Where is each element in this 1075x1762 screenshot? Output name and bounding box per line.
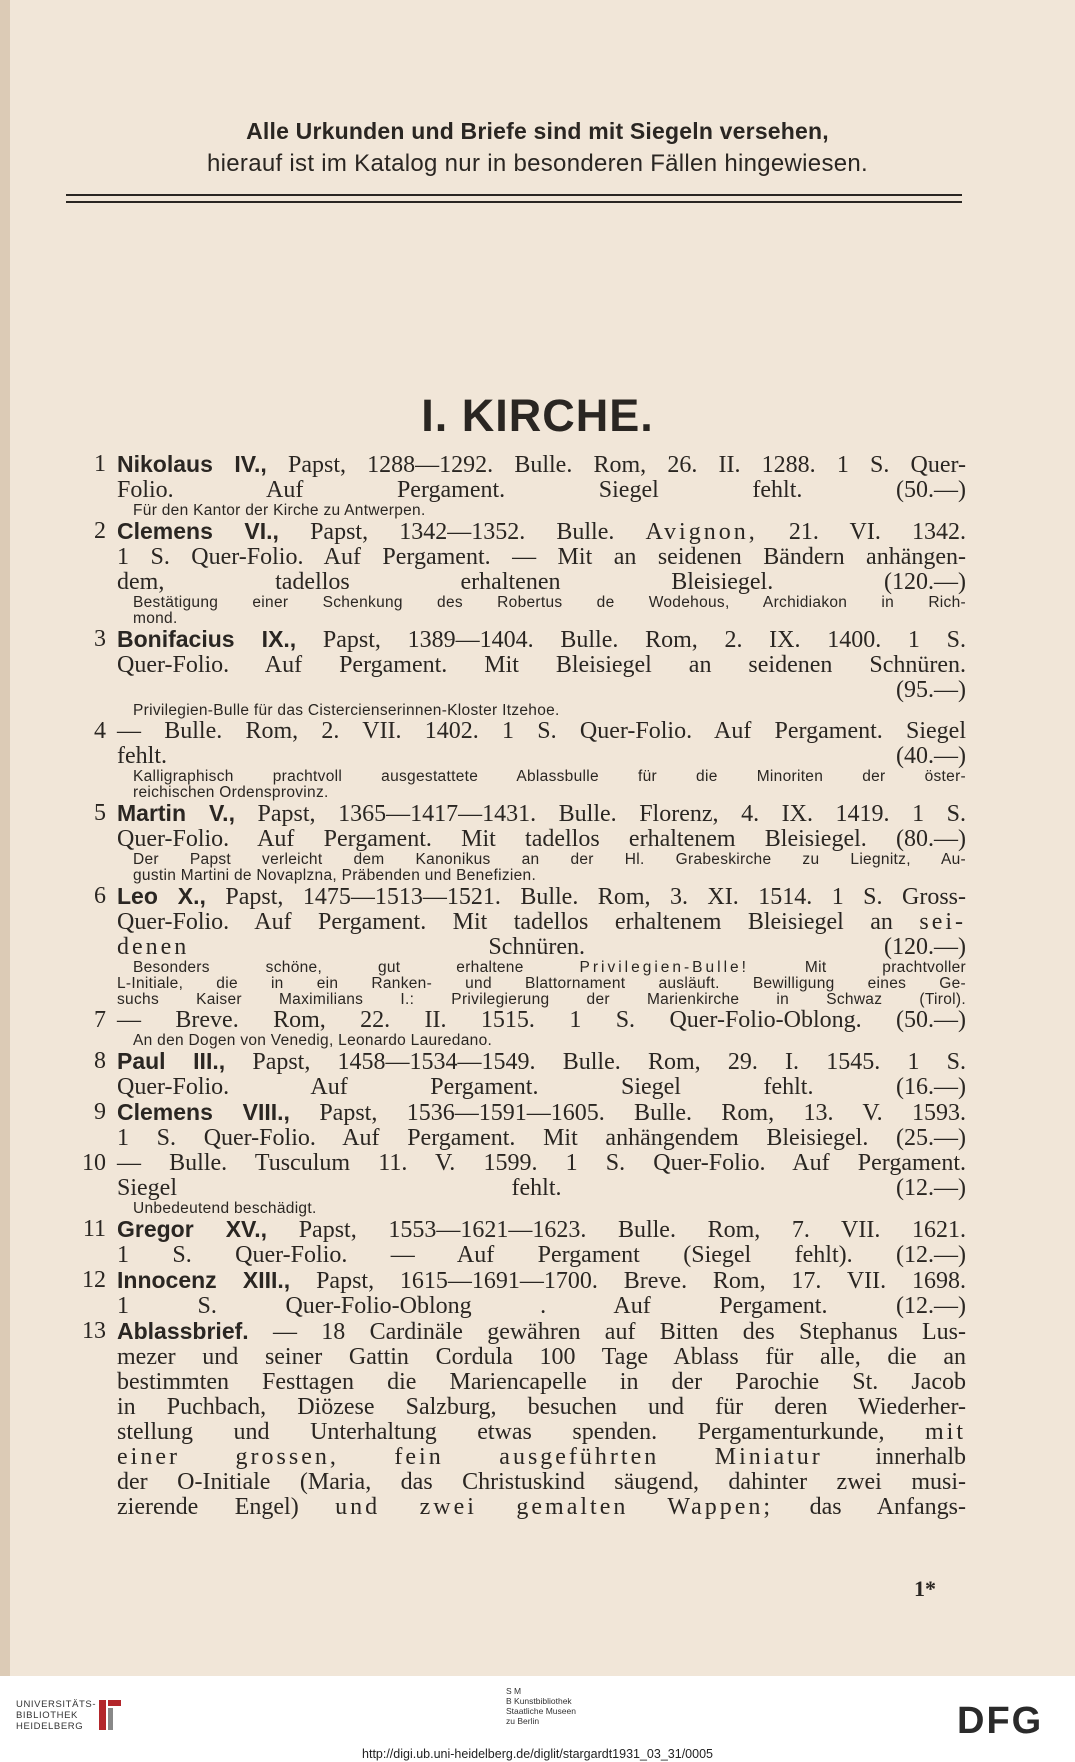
entry-line: Clemens VIII., Papst, 1536—1591—1605. Bulle. Rom, 13. V. 1593. (117, 1099, 967, 1126)
entry-number: 2 (94, 518, 106, 544)
entry-line: Ablassbrief. — 18 Cardinäle gewähren auf Bitten des Stephanus Lus- (117, 1318, 966, 1345)
entry-line: denen Schnüren. (120.—) (117, 934, 967, 960)
entry-note: Bestätigung einer Schenkung des Robertus de Wodehous, Archidiakon in Rich- (133, 594, 966, 611)
entry-note: gustin Martini de Novaplzna, Präbenden und Benefizien. (133, 867, 537, 884)
entry-note: Privilegien-Bulle für das Cistercienserinnen-Kloster Itzehoe. (133, 702, 560, 719)
entry-price: (50.—) (896, 477, 967, 503)
entry-name: Nikolaus IV., (117, 451, 267, 477)
entry-line: Quer-Folio. Auf Pergament. Mit tadellos erhaltenem Bleisiegel an sei- (117, 909, 967, 935)
entry-line: Siegel fehlt. (12.—) (117, 1175, 967, 1201)
entry-price: (12.—) (896, 1242, 967, 1268)
entry-line: — Bulle. Rom, 2. VII. 1402. 1 S. Quer-Folio. Auf Pergament. Siegel (117, 718, 966, 744)
catalog-entry (74, 1268, 966, 1319)
source-url-link[interactable]: http://digi.ub.uni-heidelberg.de/diglit/stargardt1931_03_31/0005 (362, 1747, 713, 1761)
entry-line: bestimmten Festtagen die Mariencapelle in der Parochie St. Jacob (117, 1369, 966, 1395)
entry-line: mezer und seiner Gattin Cordula 100 Tage Ablass für alle, die an (117, 1344, 966, 1370)
header-line-1: Alle Urkunden und Briefe sind mit Siegeln versehen, (246, 118, 829, 144)
entry-line: 1 S. Quer-Folio. Auf Pergament. — Mit an seidenen Bändern anhängen- (117, 544, 966, 570)
entry-number: 3 (94, 626, 106, 652)
entry-number: 1 (94, 451, 106, 477)
catalog-entries (74, 452, 966, 1520)
catalog-entry (74, 627, 966, 719)
entry-name: Bonifacius IX., (117, 626, 297, 652)
entry-line: der O-Initiale (Maria, das Christuskind säugend, dahinter zwei musi- (117, 1469, 966, 1495)
entry-line: 1 S. Quer-Folio-Oblong . Auf Pergament. (12.—) (117, 1293, 967, 1319)
catalog-entry (74, 1151, 966, 1217)
signature-mark: 1* (914, 1576, 936, 1601)
entry-line: Bonifacius IX., Papst, 1389—1404. Bulle. Rom, 2. IX. 1400. 1 S. (117, 626, 966, 653)
catalog-entry (74, 519, 966, 627)
entry-name: Innocenz XIII., (117, 1267, 291, 1293)
entry-number: 5 (94, 800, 106, 826)
double-rule-bottom (66, 201, 962, 203)
entry-line: in Puchbach, Diözese Salzburg, besuchen und für deren Wiederher- (117, 1394, 966, 1420)
entry-line: — Breve. Rom, 22. II. 1515. 1 S. Quer-Folio-Oblong. (50.—) (117, 1007, 967, 1033)
entry-line: Quer-Folio. Auf Pergament. Mit Bleisiegel an seidenen Schnüren. (117, 652, 966, 678)
page-edge (0, 0, 10, 1676)
entry-note: Für den Kantor der Kirche zu Antwerpen. (133, 502, 426, 519)
dfg-logo: DFG (957, 1700, 1044, 1742)
entry-line: Paul III., Papst, 1458—1534—1549. Bulle. Rom, 29. I. 1545. 1 S. (117, 1048, 967, 1075)
entry-price: (12.—) (896, 1175, 967, 1201)
entry-note: Der Papst verleicht dem Kanonikus an der Hl. Grabeskirche zu Liegnitz, Au- (133, 851, 966, 868)
entry-number: 8 (94, 1048, 106, 1074)
entry-line: Innocenz XIII., Papst, 1615—1691—1700. Breve. Rom, 17. VII. 1698. (117, 1267, 967, 1294)
catalog-entry (74, 719, 966, 801)
entry-note: suchs Kaiser Maximilians I.: Privilegierung der Marienkirche in Schwaz (Tirol). (117, 991, 966, 1008)
entry-line: dem, tadellos erhaltenen Bleisiegel. (120.—) (117, 569, 966, 595)
entry-number: 7 (94, 1007, 106, 1033)
entry-line: Martin V., Papst, 1365—1417—1431. Bulle. Florenz, 4. IX. 1419. 1 S. (117, 800, 966, 827)
ub-heidelberg-label: UNIVERSITÄTS- BIBLIOTHEK HEIDELBERG (16, 1699, 97, 1732)
entry-price: (12.—) (896, 1293, 967, 1319)
entry-name: Leo X., (117, 883, 206, 909)
entry-line: fehlt. (40.—) (117, 743, 966, 769)
catalog-entry (74, 1217, 966, 1268)
entry-name: Paul III., (117, 1048, 226, 1074)
entry-line: — Bulle. Tusculum 11. V. 1599. 1 S. Quer-Folio. Auf Pergament. (117, 1150, 966, 1176)
entry-line: einer grossen, fein ausgeführten Miniatur innerhalb (117, 1444, 966, 1470)
entry-name: Martin V., (117, 800, 235, 826)
entry-line: 1 S. Quer-Folio. Auf Pergament. Mit anhängendem Bleisiegel. (25.—) (117, 1125, 966, 1151)
header-line-2: hierauf ist im Katalog nur in besonderen Fällen hingewiesen. (206, 150, 869, 177)
catalog-entry (74, 1319, 966, 1520)
library-stamp: S M B Kunstbibliothek Staatliche Museen zu Berlin (506, 1686, 576, 1726)
double-rule-top (66, 194, 962, 196)
entry-note: An den Dogen von Venedig, Leonardo Lauredano. (133, 1032, 493, 1049)
entry-name: Ablassbrief. (117, 1318, 249, 1344)
entry-number: 4 (94, 718, 106, 744)
entry-line: Clemens VI., Papst, 1342—1352. Bulle. Avignon, 21. VI. 1342. (117, 518, 967, 545)
catalog-entry (74, 801, 966, 884)
entry-price: (50.—) (896, 1007, 967, 1033)
entry-number: 11 (82, 1216, 106, 1242)
section-title: I. KIRCHE. (421, 390, 654, 441)
entry-number: 9 (94, 1099, 106, 1125)
catalog-entry (74, 1049, 966, 1100)
entry-number: 12 (82, 1267, 106, 1293)
entry-line: Quer-Folio. Auf Pergament. Siegel fehlt. (16.—) (117, 1074, 967, 1100)
entry-line: 1 S. Quer-Folio. — Auf Pergament (Siegel fehlt). (12.—) (117, 1242, 967, 1268)
entry-price: (16.—) (896, 1074, 967, 1100)
entry-number: 13 (82, 1318, 106, 1344)
entry-line: Nikolaus IV., Papst, 1288—1292. Bulle. Rom, 26. II. 1288. 1 S. Quer- (117, 451, 967, 478)
entry-line: Leo X., Papst, 1475—1513—1521. Bulle. Rom, 3. XI. 1514. 1 S. Gross- (117, 883, 967, 910)
entry-line: zierende Engel) und zwei gemalten Wappen; das Anfangs- (117, 1494, 966, 1520)
entry-line: Gregor XV., Papst, 1553—1621—1623. Bulle. Rom, 7. VII. 1621. (117, 1216, 966, 1243)
catalog-entry (74, 1008, 966, 1049)
catalog-entry (74, 1100, 966, 1151)
entry-note: Besonders schöne, gut erhaltene Privilegien-Bulle! Mit prachtvoller (133, 959, 967, 976)
entry-name: Clemens VIII., (117, 1099, 290, 1125)
entry-note: mond. (133, 610, 178, 627)
entry-note: Kalligraphisch prachtvoll ausgestattete Ablassbulle für die Minoriten der öster- (133, 768, 966, 785)
entry-note: Unbedeutend beschädigt. (133, 1200, 317, 1217)
ub-heidelberg-logo-icon (97, 1698, 123, 1732)
entry-number: 10 (82, 1150, 106, 1176)
catalog-entry (74, 884, 966, 1008)
entry-name: Clemens VI., (117, 518, 279, 544)
catalog-entry (74, 452, 966, 519)
entry-number: 6 (94, 883, 106, 909)
entry-line: stellung und Unterhaltung etwas spenden. Pergamenturkunde, mit (117, 1419, 967, 1445)
entry-price: (120.—) (884, 934, 967, 960)
entry-note: L-Initiale, die in ein Ranken- und Blattornament ausläuft. Bewilligung eines Ge- (117, 975, 966, 992)
entry-line: Quer-Folio. Auf Pergament. Mit tadellos erhaltenem Bleisiegel. (80.—) (117, 826, 966, 852)
entry-price: (120.—) (884, 569, 966, 595)
entry-note: reichischen Ordensprovinz. (133, 784, 329, 801)
entry-price: (40.—) (896, 743, 966, 769)
entry-line: Folio. Auf Pergament. Siegel fehlt. (50.—) (117, 477, 967, 503)
entry-price: (95.—) (896, 677, 966, 703)
entry-name: Gregor XV., (117, 1216, 268, 1242)
